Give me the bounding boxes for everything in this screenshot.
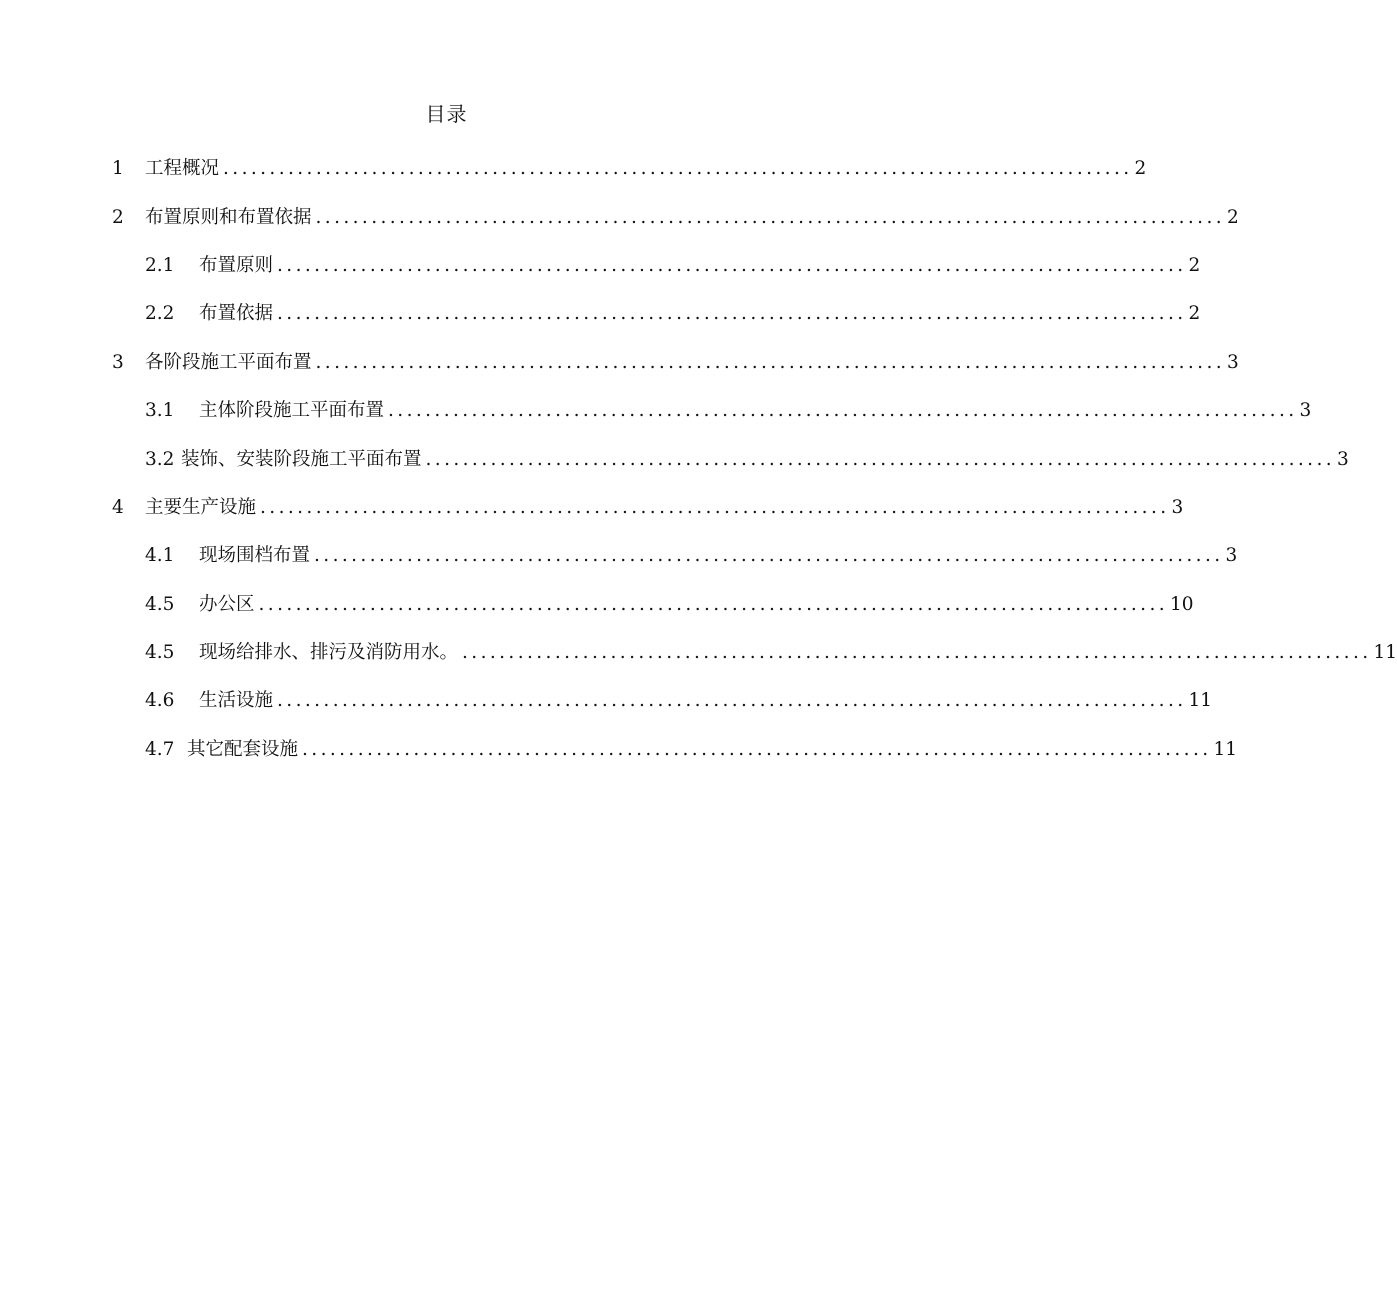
- toc-entry-number: 4.5: [145, 642, 175, 664]
- toc-entry-number: 1: [112, 158, 124, 180]
- toc-entry-text: 主要生产设施: [145, 496, 257, 518]
- toc-entry-text: 工程概况: [145, 158, 220, 180]
- toc-entry-page: 3: [1337, 448, 1349, 470]
- toc-entry-page: 2: [1188, 303, 1201, 325]
- toc-entry-text: 现场给排水、排污及消防用水。: [199, 642, 459, 664]
- toc-entry-number: 3: [112, 351, 124, 373]
- toc-entry-page: 3: [1299, 400, 1312, 422]
- toc-entry-page: 2: [1134, 158, 1147, 180]
- toc-entry-text: 现场围档布置: [199, 545, 311, 567]
- toc-entry-page: 11: [1213, 738, 1238, 760]
- toc-dot-leader: ..................................................................................................: [388, 400, 1298, 422]
- toc-entry[interactable]: [0, 387, 1312, 435]
- toc-entry-page: 3: [1225, 545, 1238, 567]
- toc-entry[interactable]: [0, 435, 1349, 483]
- toc-entry[interactable]: [0, 339, 1239, 387]
- toc-entry-text: 布置依据: [199, 303, 274, 325]
- toc-entry-page: 11: [1373, 642, 1397, 664]
- toc-entry-page: 10: [1170, 593, 1194, 615]
- toc-entry-number: 3.2: [145, 448, 175, 470]
- toc-entry-number: 4: [112, 496, 124, 518]
- toc-entry[interactable]: [0, 532, 1238, 580]
- toc-entry-number: 4.7: [145, 738, 175, 760]
- toc-dot-leader: ..................................................................................................: [277, 690, 1187, 712]
- toc-dot-leader: ..................................................................................................: [277, 254, 1187, 276]
- toc-entry-number: 3.1: [145, 400, 175, 422]
- toc-entry-number: 2.2: [145, 303, 175, 325]
- toc-entry[interactable]: [0, 484, 1184, 532]
- toc-entry-text: 装饰、安装阶段施工平面布置: [181, 448, 422, 470]
- toc-dot-leader: ..................................................................................................: [260, 496, 1170, 518]
- toc-entry-text: 各阶段施工平面布置: [145, 351, 312, 373]
- toc-entry-page: 11: [1188, 690, 1213, 712]
- toc-entry-page: 3: [1171, 496, 1184, 518]
- toc-entry-page: 3: [1227, 351, 1239, 373]
- toc-entry-number: 2.1: [145, 254, 175, 276]
- toc-dot-leader: ..................................................................................................: [258, 593, 1169, 615]
- toc-dot-leader: ..................................................................................................: [315, 351, 1226, 373]
- toc-entry-text: 办公区: [199, 593, 255, 615]
- toc-entry[interactable]: [0, 581, 1194, 629]
- toc-entry[interactable]: [0, 193, 1239, 241]
- toc-entry-text: 布置原则和布置依据: [145, 206, 312, 228]
- toc-dot-leader: ..................................................................................................: [223, 158, 1133, 180]
- toc-entry[interactable]: [0, 145, 1147, 193]
- toc-list: [0, 145, 1397, 774]
- toc-dot-leader: ..................................................................................................: [315, 206, 1226, 228]
- toc-dot-leader: ..................................................................................................: [302, 738, 1212, 760]
- toc-dot-leader: ..................................................................................................: [314, 545, 1224, 567]
- toc-entry[interactable]: [0, 629, 1397, 677]
- toc-entry-number: 4.1: [145, 545, 175, 567]
- toc-entry-number: 4.5: [145, 593, 175, 615]
- toc-entry[interactable]: [0, 726, 1238, 774]
- toc-title: 目录: [425, 102, 468, 126]
- toc-entry-page: 2: [1227, 206, 1239, 228]
- toc-entry[interactable]: [0, 290, 1201, 338]
- toc-entry-text: 其它配套设施: [187, 738, 299, 760]
- toc-dot-leader: ..................................................................................................: [425, 448, 1336, 470]
- toc-dot-leader: ..................................................................................................: [462, 642, 1372, 664]
- toc-entry-number: 4.6: [145, 690, 175, 712]
- toc-dot-leader: ..................................................................................................: [277, 303, 1187, 325]
- toc-entry-text: 布置原则: [199, 254, 274, 276]
- toc-entry-number: 2: [112, 206, 124, 228]
- toc-entry-text: 主体阶段施工平面布置: [199, 400, 385, 422]
- toc-entry-text: 生活设施: [199, 690, 274, 712]
- toc-entry[interactable]: [0, 677, 1213, 725]
- toc-entry[interactable]: [0, 242, 1201, 290]
- toc-entry-page: 2: [1188, 254, 1201, 276]
